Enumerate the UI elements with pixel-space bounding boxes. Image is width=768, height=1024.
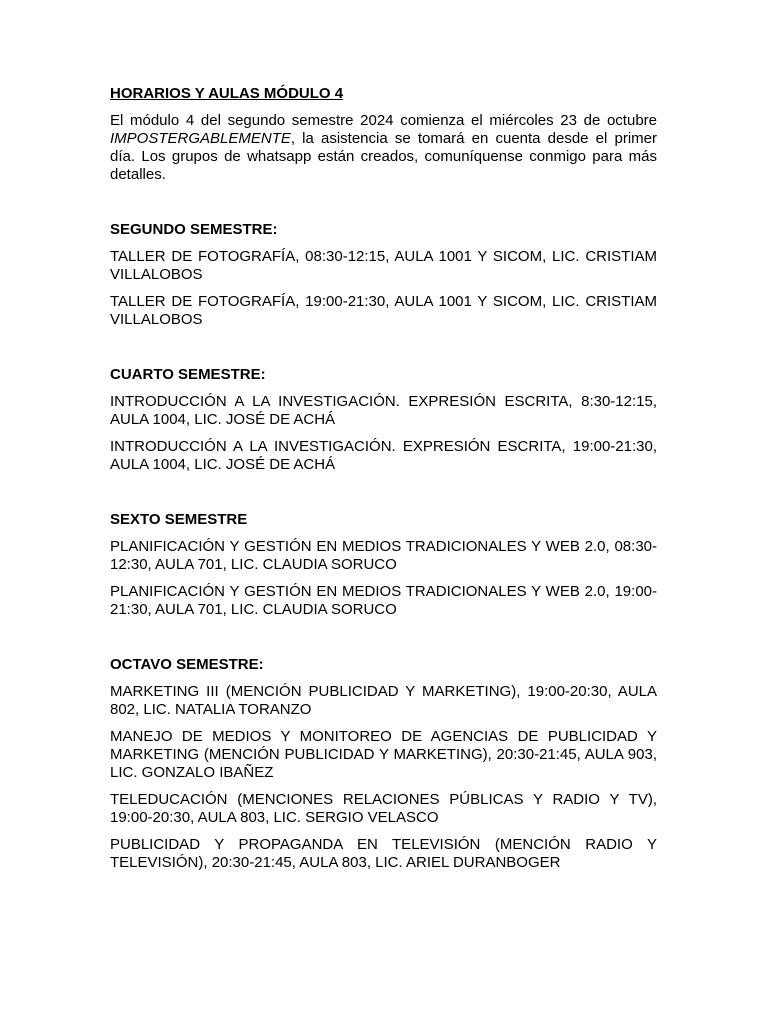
schedule-entry: TALLER DE FOTOGRAFÍA, 08:30-12:15, AULA 1001 Y SICOM, LIC. CRISTIAM VILLALOBOS [110,248,657,283]
intro-text-start: El módulo 4 del segundo semestre 2024 comienza el miércoles 23 de octubre [110,112,657,129]
section-cuarto-semestre [110,366,657,474]
schedule-entry: MARKETING III (MENCIÓN PUBLICIDAD Y MARKETING), 19:00-20:30, AULA 802, LIC. NATALIA TORANZO [110,683,657,718]
section-sexto-semestre [110,511,657,619]
section-heading: CUARTO SEMESTRE: [110,366,266,383]
schedule-entry: MANEJO DE MEDIOS Y MONITOREO DE AGENCIAS DE PUBLICIDAD Y MARKETING (MENCIÓN PUBLICIDAD Y MARKETING), 20:30-21:45, AULA 903, LIC. GONZALO IBAÑEZ [110,728,657,781]
schedule-entry: PUBLICIDAD Y PROPAGANDA EN TELEVISIÓN (MENCIÓN RADIO Y TELEVISIÓN), 20:30-21:45, AULA 803, LIC. ARIEL DURANBOGER [110,836,657,871]
schedule-entry: TALLER DE FOTOGRAFÍA, 19:00-21:30, AULA 1001 Y SICOM, LIC. CRISTIAM VILLALOBOS [110,293,657,328]
section-segundo-semestre [110,221,657,329]
schedule-entry: PLANIFICACIÓN Y GESTIÓN EN MEDIOS TRADICIONALES Y WEB 2.0, 08:30-12:30, AULA 701, LIC. CLAUDIA SORUCO [110,538,657,573]
section-heading: OCTAVO SEMESTRE: [110,656,264,673]
document-page [110,85,657,881]
schedule-entry: PLANIFICACIÓN Y GESTIÓN EN MEDIOS TRADICIONALES Y WEB 2.0, 19:00-21:30, AULA 701, LIC. CLAUDIA SORUCO [110,583,657,618]
section-heading: SEGUNDO SEMESTRE: [110,221,278,238]
intro-text-end: , la asistencia se tomará en cuenta desde el primer día. Los grupos de whatsapp están creados, comuníquense conmigo para más detalles. [110,130,657,183]
section-octavo-semestre [110,656,657,872]
intro-emphasis: IMPOSTERGABLEMENTE [110,130,291,147]
schedule-entry: INTRODUCCIÓN A LA INVESTIGACIÓN. EXPRESIÓN ESCRITA, 8:30-12:15, AULA 1004, LIC. JOSÉ DE ACHÁ [110,393,657,428]
document-title: HORARIOS Y AULAS MÓDULO 4 [110,85,344,102]
schedule-entry: INTRODUCCIÓN A LA INVESTIGACIÓN. EXPRESIÓN ESCRITA, 19:00-21:30, AULA 1004, LIC. JOSÉ DE ACHÁ [110,438,657,473]
intro-paragraph [110,112,657,184]
section-heading: SEXTO SEMESTRE [110,511,248,528]
schedule-entry: TELEDUCACIÓN (MENCIONES RELACIONES PÚBLICAS Y RADIO Y TV), 19:00-20:30, AULA 803, LIC. SERGIO VELASCO [110,791,657,826]
